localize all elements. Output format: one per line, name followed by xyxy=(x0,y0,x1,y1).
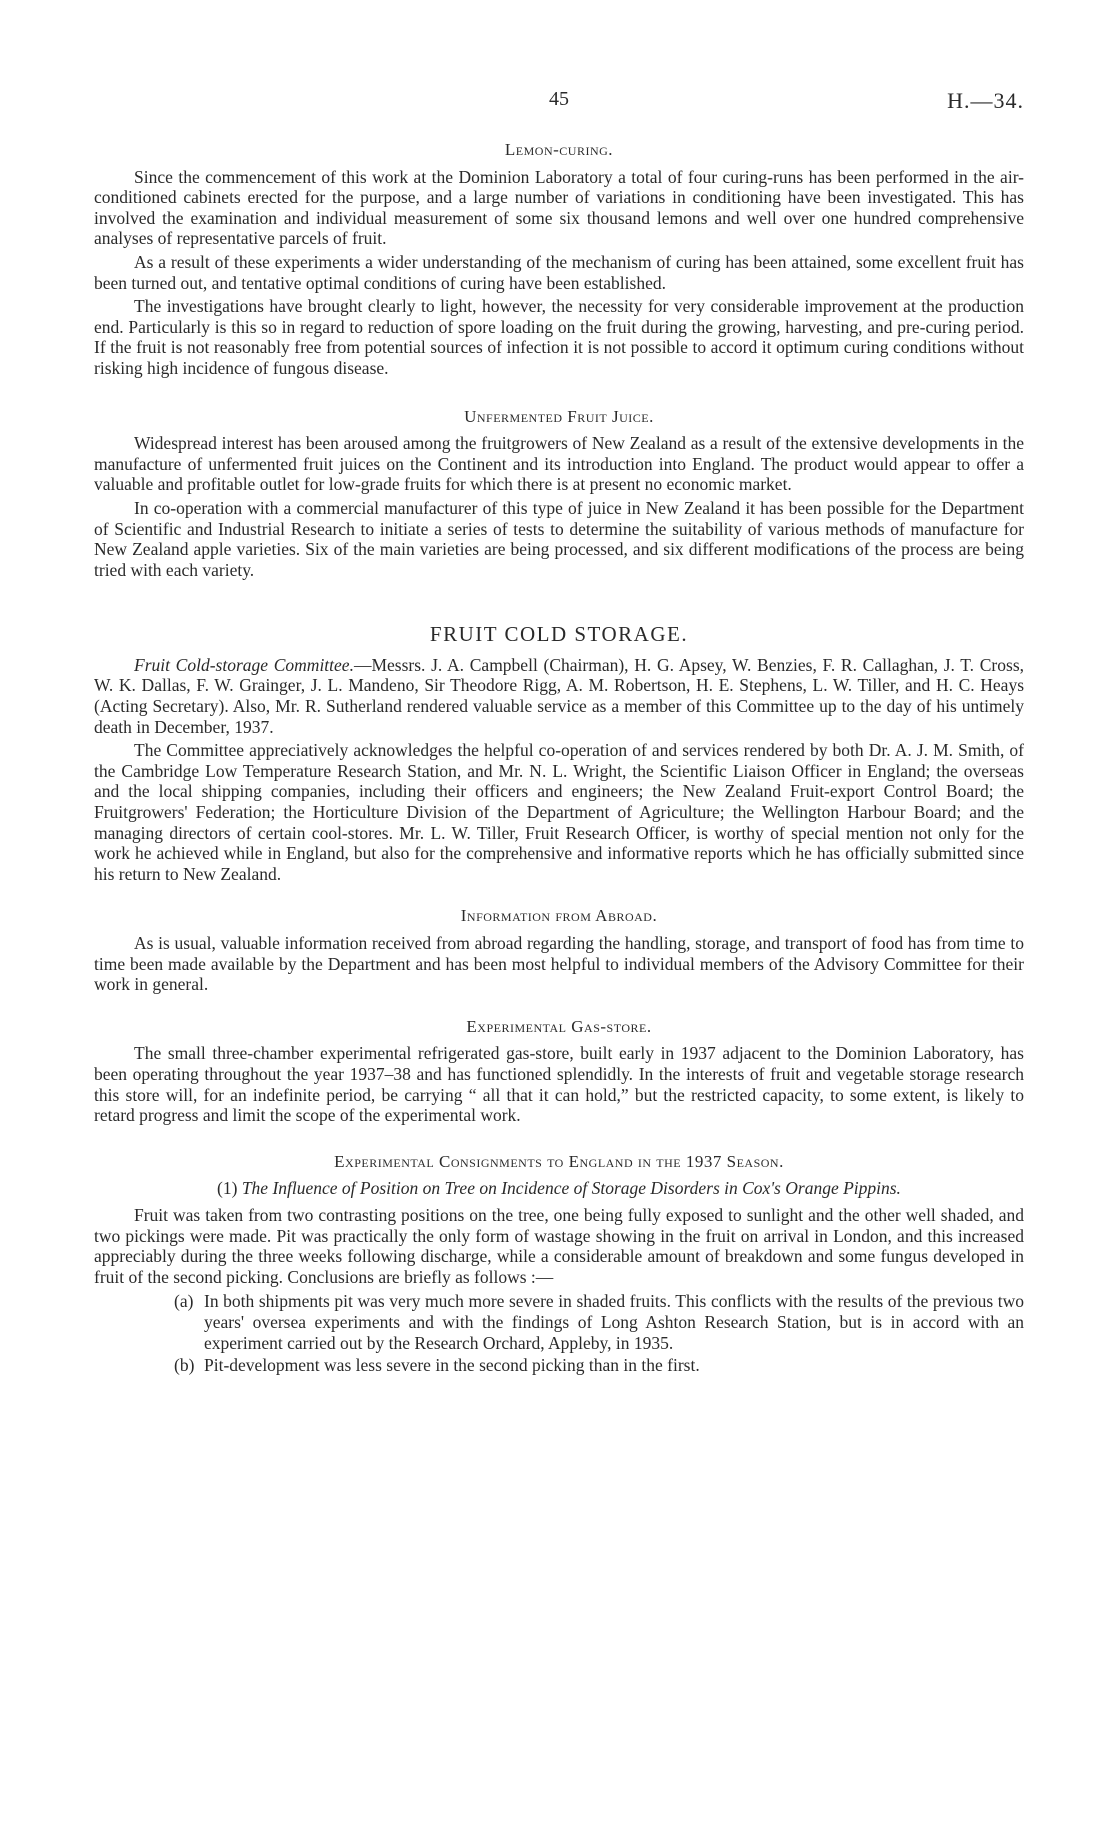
subheading xyxy=(94,1178,1024,1199)
committee-paragraph xyxy=(94,655,1024,737)
list-item-label: (a) xyxy=(174,1291,194,1312)
subheading-title: The Influence of Position on Tree on Incidence of Storage Disorders in Cox's Orange Pippins. xyxy=(241,1178,901,1199)
paragraph: As is usual, valuable information received from abroad regarding the handling, storage, and transport of food has from time to time been made available by the Department and has been most helpful to individual members of the Advisory Committee for their work in general. xyxy=(94,933,1024,995)
paragraph: The investigations have brought clearly to light, however, the necessity for very considerable improvement at the production end. Particularly is this so in regard to reduction of spore loading on the fruit during the growing, harvesting, and pre-curing period. If the fruit is not reasonably free from potential sources of infection it is not possible to accord it optimum curing conditions without risking high incidence of fungous disease. xyxy=(94,296,1024,378)
report-code: H.—34. xyxy=(947,88,1024,113)
section-heading-gas-store: Experimental Gas-store. xyxy=(466,1016,652,1036)
section-heading-unfermented: Unfermented Fruit Juice. xyxy=(464,406,654,426)
committee-label: Fruit Cold-storage Committee. xyxy=(134,654,354,675)
paragraph: Since the commencement of this work at the Dominion Laboratory a total of four curing-runs has been performed in the air-conditioned cabinets erected for the purpose, and a large number of variations in conditioning have been investigated. This has involved the examination and individual measurement of some six thousand lemons and well over one hundred comprehensive analyses of representative parcels of fruit. xyxy=(94,166,1024,249)
paragraph: Widespread interest has been aroused among the fruitgrowers of New Zealand as a result of the extensive developments in the manufacture of unfermented fruit juices on the Continent and its introduction into England. The product would appear to offer a valuable and profitable outlet for low-grade fruits for which there is at present no economic market. xyxy=(94,433,1024,495)
paragraph: The Committee appreciatively acknowledges the helpful co-operation of and services rendered by both Dr. A. J. M. Smith, of the Cambridge Low Temperature Research Station, and Mr. N. L. Wright, the Scientific Liaison Officer in England; the overseas and the local shipping companies, including their officers and engineers; the New Zealand Fruit-export Control Board; the Fruitgrowers' Federation; the Horticulture Division of the Department of Agriculture; the Wellington Harbour Board; and the managing directors of certain cool-stores. Mr. L. W. Tiller, Fruit Research Officer, is worthy of special mention not only for the work he achieved while in England, but also for the comprehensive and informative reports which he has officially submitted since his return to New Zealand. xyxy=(94,740,1024,884)
paragraph: Fruit was taken from two contrasting positions on the tree, one being fully exposed to sunlight and the other well shaded, and two pickings were made. Pit was practically the only form of wastage showing in the fruit on arrival in London, and this increased appreciably during the three weeks following discharge, while a considerable amount of breakdown and some fungus developed in fruit of the second picking. Conclusions are briefly as follows :— xyxy=(94,1204,1024,1287)
paragraph: As a result of these experiments a wider understanding of the mechanism of curing has been attained, some excellent fruit has been turned out, and tentative optimal conditions of curing have been established. xyxy=(94,251,1024,293)
list-item-text: Pit-development was less severe in the second picking than in the first. xyxy=(204,1355,700,1376)
list-item-text: In both shipments pit was very much more severe in shaded fruits. This conflicts with the results of the previous two years' oversea experiments and with the findings of Long Ashton Research Station, but is in accord with an experiment carried out by the Research Orchard, Appleby, in 1935. xyxy=(204,1291,1024,1353)
page-number: 45 xyxy=(549,88,569,110)
subheading-number: (1) xyxy=(217,1178,238,1199)
list-item-label: (b) xyxy=(174,1355,195,1376)
section-heading-information: Information from Abroad. xyxy=(460,906,658,926)
list-item xyxy=(174,1355,1024,1376)
section-heading-consignments: Experimental Consignments to England in the 1937 Season. xyxy=(334,1151,784,1171)
paragraph: The small three-chamber experimental refrigerated gas-store, built early in 1937 adjacent to the Dominion Laboratory, has been operating throughout the year 1937–38 and has functioned splendidly. In the interests of fruit and vegetable storage research this store will, for an indefinite period, be carrying “ all that it can hold,” but the restricted capacity, to some extent, is likely to retard progress and limit the scope of the experimental work. xyxy=(94,1043,1024,1126)
list-item xyxy=(174,1291,1024,1353)
page-body xyxy=(94,140,1024,1376)
section-heading-cold-storage: FRUIT COLD STORAGE. xyxy=(429,622,689,647)
paragraph: In co-operation with a commercial manufacturer of this type of juice in New Zealand it has been possible for the Department of Scientific and Industrial Research to initiate a series of tests to determine the suitability of various methods of manufacture for New Zealand apple varieties. Six of the main varieties are being processed, and six different modifications of the process are being tried with each variety. xyxy=(94,497,1024,580)
committee-text: —Messrs. J. A. Campbell (Chairman), H. G. Apsey, W. Benzies, F. R. Callaghan, J. T. Cross, W. K. Dallas, F. W. Grainger, J. L. Mandeno, Sir Theodore Rigg, A. M. Robertson, H. E. Stephens, L. W. Tiller, and H. C. Heays (Acting Secretary). Also, Mr. R. Sutherland rendered valuable service as a member of this Committee up to the day of his untimely death in December, 1937. xyxy=(94,654,1025,737)
section-heading-lemon-curing: Lemon-curing. xyxy=(504,140,614,159)
